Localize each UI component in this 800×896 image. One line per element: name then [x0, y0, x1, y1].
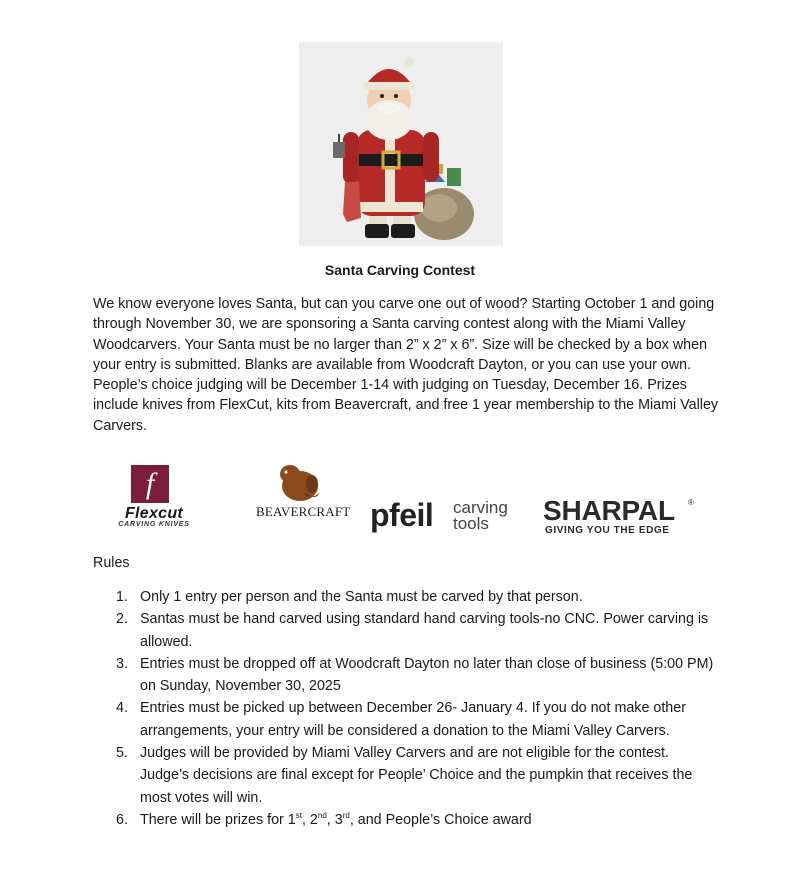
rules-list: [116, 586, 716, 831]
beaver-icon: [276, 462, 322, 504]
flexcut-tagline: CARVING KNIVES: [118, 521, 190, 528]
sharpal-wordmark: SHARPAL: [543, 495, 675, 526]
rule-item: 4. Entries must be picked up between December 26- January 4. If you do not make other arrangements, your entry will be considered a donation to the Miami Valley Carvers.: [116, 700, 686, 739]
rule-item: 1. Only 1 entry per person and the Santa must be carved by that person.: [116, 589, 583, 605]
sharpal-logo: [543, 496, 699, 540]
contest-title: Santa Carving Contest: [324, 262, 476, 278]
flexcut-wordmark: Flexcut: [124, 505, 184, 522]
flexcut-logo: [106, 465, 202, 531]
pfeil-logo: [370, 495, 520, 541]
contest-description: We know everyone loves Santa, but can you carve one out of wood? Starting October 1 and going through November 30, we are sponsoring a Santa carving contest along with the Miami Valley Woodcarvers. Your Santa must be no larger than 2” x 2” x 6”. Size will be checked by a box when your entry is submitted. Blanks are available from Woodcraft Dayton, or you can use your own. People’s choice judging will be December 1-14 with judging on Tuesday, December 16. Prizes include knives from FlexCut, kits from Beavercraft, and free 1 year membership to the Miami Valley Carvers.: [93, 296, 719, 434]
pfeil-tagline-1: carving: [453, 498, 508, 517]
rule-item: 3. Entries must be dropped off at Woodcraft Dayton no later than close of business (5:00 PM) on Sunday, November 30, 2025: [116, 655, 714, 695]
flexcut-mark-icon: f: [131, 465, 169, 503]
santa-carving-photo: [299, 42, 503, 246]
rule-item: 5. Judges will be provided by Miami Valley Carvers and are not eligible for the contest. Judge’s decisions are final except for People’ Choice and the pumpkin that receives the most votes will win.: [116, 745, 693, 806]
rule-item: 2. Santas must be hand carved using standard hand carving tools-no CNC. Power carving is allowed.: [116, 611, 709, 650]
registered-mark: ®: [688, 498, 694, 507]
rules-heading: Rules: [93, 555, 130, 571]
rule-item: 6. There will be prizes for 1st, 2nd, 3rd, and People’s Choice award: [116, 810, 532, 828]
beavercraft-logo: [256, 462, 351, 524]
sharpal-tagline: GIVING YOU THE EDGE: [545, 525, 670, 536]
pfeil-wordmark: pfeil: [370, 497, 434, 533]
beavercraft-wordmark: BEAVERCRAFT: [256, 504, 351, 519]
pfeil-tagline-2: tools: [453, 514, 489, 533]
